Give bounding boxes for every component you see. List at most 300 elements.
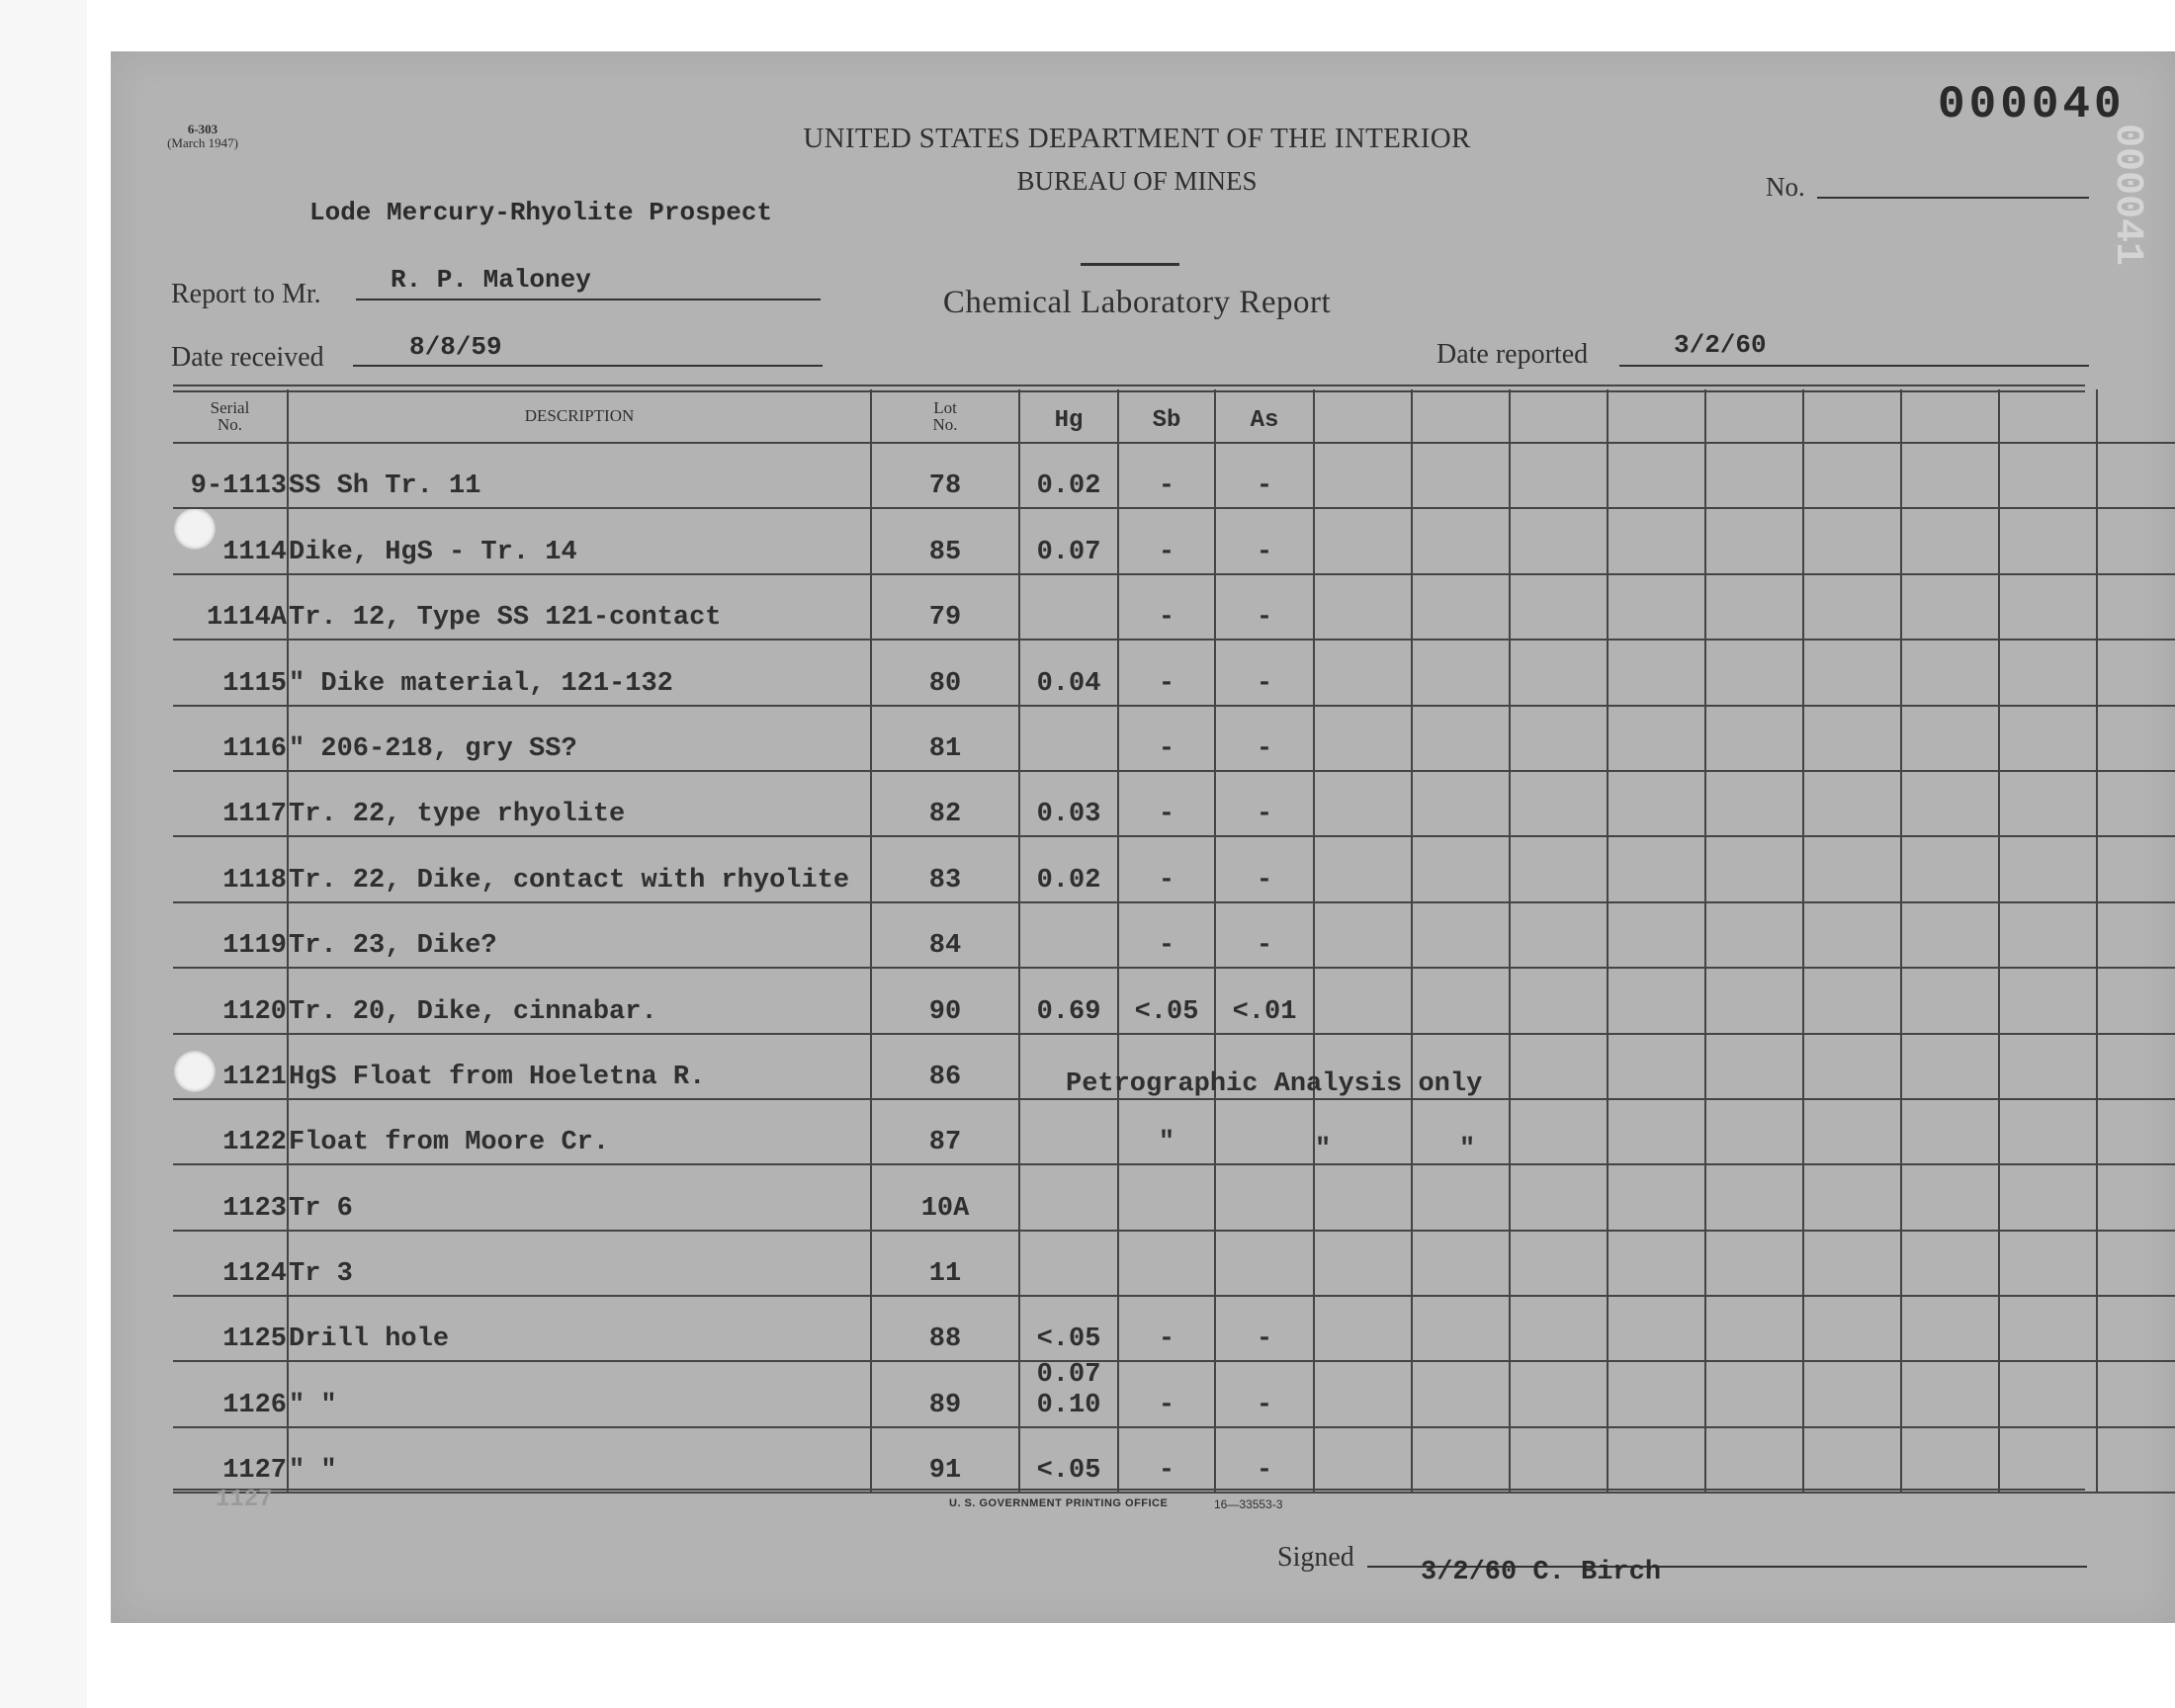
- description-cell: Tr. 20, Dike, cinnabar.: [288, 968, 871, 1033]
- hg-value: 0.07: [1036, 537, 1101, 567]
- table-header-row: [173, 389, 2175, 443]
- hg-cell: [1019, 1361, 1118, 1426]
- as-cell: [1215, 1231, 1314, 1296]
- blank-cell: [1705, 902, 1803, 968]
- blank-cell: [1412, 902, 1510, 968]
- description-cell: Float from Moore Cr.: [288, 1099, 871, 1164]
- hg-cell: [1019, 902, 1118, 968]
- table-row: [173, 902, 2175, 968]
- lot-header: [871, 389, 1019, 443]
- description-cell: Tr 6: [288, 1164, 871, 1230]
- hg-value: 0.04: [1036, 668, 1101, 699]
- hg-value: 0.02: [1036, 471, 1101, 502]
- sb-cell: -: [1118, 1427, 1215, 1493]
- blank-cell: [1608, 1034, 1705, 1099]
- blank-cell: [1510, 706, 1608, 771]
- blank-cell: [1999, 1231, 2097, 1296]
- lot-cell: 88: [871, 1296, 1019, 1361]
- as-cell: -: [1215, 443, 1314, 508]
- blank-cell: [1901, 1427, 1999, 1493]
- blank-cell: [2097, 1361, 2175, 1426]
- blank-cell: [2097, 1296, 2175, 1361]
- description-cell: Drill hole: [288, 1296, 871, 1361]
- hg-cell: [1019, 968, 1118, 1033]
- blank-cell: [1803, 836, 1901, 901]
- signed-label: Signed: [1277, 1542, 1354, 1573]
- blank-cell: [1608, 1099, 1705, 1164]
- sb-cell: -: [1118, 640, 1215, 705]
- serial-cell: 1116: [173, 706, 288, 771]
- bureau-heading: BUREAU OF MINES: [1016, 166, 1258, 196]
- blank-cell: [1999, 902, 2097, 968]
- description-cell: HgS Float from Hoeletna R.: [288, 1034, 871, 1099]
- blank-cell: [1901, 1231, 1999, 1296]
- blank-cell: [1314, 1296, 1412, 1361]
- blank-cell: [1901, 640, 1999, 705]
- description-header: DESCRIPTION: [288, 389, 871, 443]
- blank-cell: [1901, 902, 1999, 968]
- blank-cell: [1510, 1296, 1608, 1361]
- printing-code: 16—33553-3: [1214, 1497, 1283, 1511]
- blank-cell: [1314, 443, 1412, 508]
- blank-cell: [1901, 1164, 1999, 1230]
- serial-header: [173, 389, 288, 443]
- as-cell: <.01: [1215, 968, 1314, 1033]
- blank-cell: [1510, 1231, 1608, 1296]
- blank-cell: [1608, 902, 1705, 968]
- description-cell: Dike, HgS - Tr. 14: [288, 508, 871, 573]
- blank-cell: [1803, 1034, 1901, 1099]
- blank-cell: [1705, 836, 1803, 901]
- blank-cell: [1412, 836, 1510, 901]
- sb-cell: <.05: [1118, 968, 1215, 1033]
- sb-cell: -: [1118, 1361, 1215, 1426]
- blank-cell: [1608, 508, 1705, 573]
- project-name: Lode Mercury-Rhyolite Prospect: [309, 198, 773, 227]
- hg-value: 0.69: [1036, 996, 1101, 1027]
- blank-cell: [1803, 771, 1901, 836]
- as-cell: -: [1215, 1427, 1314, 1493]
- blank-cell: [1412, 1296, 1510, 1361]
- as-cell: -: [1215, 836, 1314, 901]
- blank-cell: [1608, 836, 1705, 901]
- blank-cell: [1412, 443, 1510, 508]
- blank-cell: [1705, 1231, 1803, 1296]
- description-cell: Tr. 22, type rhyolite: [288, 771, 871, 836]
- signed-value: 3/2/60 C. Birch: [1421, 1558, 1662, 1587]
- blank-cell: [1705, 968, 1803, 1033]
- blank-header: [1705, 389, 1803, 443]
- blank-cell: [1608, 771, 1705, 836]
- blank-cell: [1803, 1099, 1901, 1164]
- report-to-label: Report to Mr.: [171, 279, 321, 309]
- description-cell: Tr 3: [288, 1231, 871, 1296]
- blank-cell: [1803, 968, 1901, 1033]
- blank-cell: [1412, 574, 1510, 640]
- blank-cell: [1803, 640, 1901, 705]
- form-code: [143, 123, 262, 150]
- blank-cell: [1314, 574, 1412, 640]
- no-label: No.: [1766, 172, 1805, 202]
- blank-cell: [1608, 1361, 1705, 1426]
- blank-header: [1803, 389, 1901, 443]
- as-cell: [1215, 1099, 1314, 1164]
- blank-header: [1412, 389, 1510, 443]
- table-row: [173, 771, 2175, 836]
- blank-cell: [1705, 574, 1803, 640]
- blank-cell: [1705, 706, 1803, 771]
- blank-cell: [1901, 968, 1999, 1033]
- blank-cell: [1705, 1427, 1803, 1493]
- serial-header-line2: No.: [217, 414, 243, 434]
- printing-office: U. S. GOVERNMENT PRINTING OFFICE: [949, 1497, 1169, 1509]
- table-row: [173, 1361, 2175, 1426]
- description-cell: " 206-218, gry SS?: [288, 706, 871, 771]
- lot-cell: 79: [871, 574, 1019, 640]
- description-cell: " Dike material, 121-132: [288, 640, 871, 705]
- lot-cell: 91: [871, 1427, 1019, 1493]
- blank-cell: [2097, 1164, 2175, 1230]
- blank-cell: [1705, 1099, 1803, 1164]
- table-row: [173, 1427, 2175, 1493]
- blank-header: [2097, 389, 2175, 443]
- as-cell: -: [1215, 902, 1314, 968]
- sb-cell: [1118, 1164, 1215, 1230]
- blank-cell: [1803, 1296, 1901, 1361]
- table-row: [173, 1164, 2175, 1230]
- blank-cell: [2097, 640, 2175, 705]
- table-bottom-rule: [173, 1489, 2085, 1491]
- blank-cell: [1510, 1427, 1608, 1493]
- lot-cell: 87: [871, 1099, 1019, 1164]
- blank-header: [1901, 389, 1999, 443]
- blank-cell: [1412, 1361, 1510, 1426]
- blank-cell: [2097, 1427, 2175, 1493]
- hg-cell: [1019, 771, 1118, 836]
- blank-cell: [1999, 640, 2097, 705]
- blank-cell: [1412, 1427, 1510, 1493]
- blank-header: [1608, 389, 1705, 443]
- blank-cell: [1608, 1296, 1705, 1361]
- blank-cell: [2097, 1034, 2175, 1099]
- blank-cell: [1608, 574, 1705, 640]
- lot-cell: 86: [871, 1034, 1019, 1099]
- hg-value: <.05: [1036, 1324, 1101, 1355]
- as-cell: -: [1215, 1296, 1314, 1361]
- date-received-line: [353, 365, 823, 367]
- blank-cell: [1510, 1361, 1608, 1426]
- date-reported-label: Date reported: [1436, 339, 1589, 370]
- ditto-mark: ": [1459, 1135, 1476, 1164]
- blank-cell: [1803, 1427, 1901, 1493]
- blank-cell: [1705, 1361, 1803, 1426]
- blank-cell: [1999, 1427, 2097, 1493]
- date-reported-line: [1619, 365, 2089, 367]
- blank-cell: [1412, 508, 1510, 573]
- blank-cell: [1510, 574, 1608, 640]
- blank-cell: [1510, 1034, 1608, 1099]
- sb-cell: -: [1118, 771, 1215, 836]
- sb-cell: -: [1118, 508, 1215, 573]
- blank-cell: [1803, 508, 1901, 573]
- blank-cell: [1412, 968, 1510, 1033]
- blank-cell: [1901, 706, 1999, 771]
- lot-cell: 10A: [871, 1164, 1019, 1230]
- description-cell: Tr. 23, Dike?: [288, 902, 871, 968]
- blank-cell: [1412, 640, 1510, 705]
- hg-header: Hg: [1019, 389, 1118, 443]
- hg-cell: [1019, 1427, 1118, 1493]
- lot-cell: 81: [871, 706, 1019, 771]
- lot-cell: 85: [871, 508, 1019, 573]
- sb-cell: -: [1118, 443, 1215, 508]
- lot-cell: 90: [871, 968, 1019, 1033]
- serial-cell: 1115: [173, 640, 288, 705]
- hg-value: 0.10: [1036, 1390, 1101, 1420]
- sb-cell: -: [1118, 574, 1215, 640]
- serial-cell: 9-1113: [173, 443, 288, 508]
- sb-cell: -: [1118, 836, 1215, 901]
- hg-cell: [1019, 1231, 1118, 1296]
- sb-cell: -: [1118, 902, 1215, 968]
- table-row: [173, 1099, 2175, 1164]
- blank-cell: [1705, 771, 1803, 836]
- blank-cell: [1510, 771, 1608, 836]
- serial-cell: 1127: [173, 1427, 288, 1493]
- blank-cell: [1314, 968, 1412, 1033]
- blank-cell: [1705, 508, 1803, 573]
- ditto-mark: ": [1315, 1135, 1332, 1164]
- lot-cell: 84: [871, 902, 1019, 968]
- blank-cell: [1412, 706, 1510, 771]
- lot-cell: 80: [871, 640, 1019, 705]
- blank-cell: [1999, 508, 2097, 573]
- blank-cell: [2097, 443, 2175, 508]
- date-reported-value: 3/2/60: [1674, 330, 1767, 360]
- hg-cell: [1019, 508, 1118, 573]
- hg-cell: [1019, 1099, 1118, 1164]
- blank-cell: [2097, 706, 2175, 771]
- department-heading: UNITED STATES DEPARTMENT OF THE INTERIOR: [803, 123, 1471, 154]
- blank-cell: [1999, 1361, 2097, 1426]
- blank-cell: [1705, 1296, 1803, 1361]
- description-cell: Tr. 22, Dike, contact with rhyolite: [288, 836, 871, 901]
- heading-divider: [1081, 263, 1179, 266]
- blank-cell: [1510, 640, 1608, 705]
- blank-cell: [1510, 902, 1608, 968]
- lot-header-line2: No.: [932, 414, 958, 434]
- date-received-value: 8/8/59: [409, 332, 502, 362]
- blank-cell: [1999, 574, 2097, 640]
- hg-cell: [1019, 836, 1118, 901]
- as-cell: -: [1215, 771, 1314, 836]
- blank-cell: [1705, 443, 1803, 508]
- blank-cell: [1803, 1231, 1901, 1296]
- blank-cell: [1510, 443, 1608, 508]
- faint-serial-note: 1127: [216, 1487, 273, 1513]
- blank-cell: [1314, 1164, 1412, 1230]
- blank-cell: [2097, 836, 2175, 901]
- blank-cell: [1705, 640, 1803, 705]
- no-field-line: [1817, 197, 2089, 199]
- blank-cell: [1510, 836, 1608, 901]
- form-edition: (March 1947): [167, 135, 238, 150]
- serial-cell: 1114A: [173, 574, 288, 640]
- blank-cell: [1510, 508, 1608, 573]
- table-row: [173, 1296, 2175, 1361]
- blank-cell: [1705, 1164, 1803, 1230]
- serial-header-line1: Serial: [210, 397, 250, 417]
- serial-cell: 1114: [173, 508, 288, 573]
- blank-cell: [1608, 1231, 1705, 1296]
- serial-cell: 1123: [173, 1164, 288, 1230]
- serial-cell: 1121: [173, 1034, 288, 1099]
- blank-cell: [1901, 1296, 1999, 1361]
- serial-cell: 1124: [173, 1231, 288, 1296]
- blank-cell: [1999, 836, 2097, 901]
- date-received-label: Date received: [171, 342, 324, 373]
- lot-cell: 89: [871, 1361, 1019, 1426]
- hg-cell: [1019, 706, 1118, 771]
- sb-cell: -: [1118, 1296, 1215, 1361]
- serial-cell: 1122: [173, 1099, 288, 1164]
- blank-cell: [1608, 1427, 1705, 1493]
- blank-cell: [1412, 1231, 1510, 1296]
- hg-cell: [1019, 1164, 1118, 1230]
- hg-cell: [1019, 574, 1118, 640]
- blank-cell: [1999, 968, 2097, 1033]
- table-row: [173, 574, 2175, 640]
- blank-cell: [1314, 1231, 1412, 1296]
- serial-cell: 1125: [173, 1296, 288, 1361]
- blank-cell: [1314, 1427, 1412, 1493]
- scan-margin: [0, 0, 87, 1708]
- blank-cell: [1999, 1034, 2097, 1099]
- sb-header: Sb: [1118, 389, 1215, 443]
- blank-cell: [1999, 1296, 2097, 1361]
- lot-cell: 83: [871, 836, 1019, 901]
- serial-cell: 1126: [173, 1361, 288, 1426]
- blank-cell: [1901, 443, 1999, 508]
- description-cell: " ": [288, 1361, 871, 1426]
- blank-cell: [2097, 968, 2175, 1033]
- blank-cell: [1314, 836, 1412, 901]
- table-row: [173, 1231, 2175, 1296]
- lot-cell: 11: [871, 1231, 1019, 1296]
- blank-cell: [1412, 771, 1510, 836]
- form-code-number: 6-303: [187, 122, 218, 136]
- report-to-line: [356, 299, 821, 300]
- blank-cell: [1803, 1164, 1901, 1230]
- blank-cell: [1901, 836, 1999, 901]
- blank-cell: [1608, 1164, 1705, 1230]
- serial-cell: 1117: [173, 771, 288, 836]
- blank-cell: [1412, 1164, 1510, 1230]
- as-cell: -: [1215, 508, 1314, 573]
- blank-cell: [2097, 1231, 2175, 1296]
- blank-cell: [1901, 1034, 1999, 1099]
- lot-cell: 82: [871, 771, 1019, 836]
- blank-cell: [1314, 1361, 1412, 1426]
- blank-cell: [1314, 706, 1412, 771]
- blank-cell: [1901, 1099, 1999, 1164]
- hg-upper-value: 0.07: [1036, 1360, 1101, 1391]
- blank-header: [1314, 389, 1412, 443]
- hg-cell: [1019, 640, 1118, 705]
- as-header: As: [1215, 389, 1314, 443]
- document-number: 000040: [1938, 79, 2126, 130]
- blank-cell: [1803, 443, 1901, 508]
- as-cell: -: [1215, 706, 1314, 771]
- blank-cell: [2097, 1099, 2175, 1164]
- blank-cell: [1608, 706, 1705, 771]
- blank-cell: [1901, 574, 1999, 640]
- description-cell: Tr. 12, Type SS 121-contact: [288, 574, 871, 640]
- table-row: [173, 640, 2175, 705]
- blank-cell: [2097, 771, 2175, 836]
- blank-cell: [1608, 443, 1705, 508]
- blank-cell: [1608, 640, 1705, 705]
- blank-cell: [1999, 443, 2097, 508]
- blank-cell: [1803, 574, 1901, 640]
- blank-cell: [1999, 1099, 2097, 1164]
- table-top-rule: [173, 384, 2085, 386]
- description-cell: " ": [288, 1427, 871, 1493]
- blank-cell: [1803, 902, 1901, 968]
- serial-cell: 1120: [173, 968, 288, 1033]
- as-cell: -: [1215, 1361, 1314, 1426]
- sb-cell: -: [1118, 706, 1215, 771]
- blank-cell: [1314, 508, 1412, 573]
- hg-cell: [1019, 1296, 1118, 1361]
- blank-cell: [1510, 1099, 1608, 1164]
- blank-cell: [2097, 508, 2175, 573]
- hg-value: 0.02: [1036, 865, 1101, 896]
- blank-cell: [2097, 902, 2175, 968]
- as-cell: -: [1215, 640, 1314, 705]
- table-row: [173, 706, 2175, 771]
- description-cell: SS Sh Tr. 11: [288, 443, 871, 508]
- results-table: [173, 389, 2175, 1494]
- table-row: [173, 968, 2175, 1033]
- blank-cell: [1803, 1361, 1901, 1426]
- hg-value: <.05: [1036, 1456, 1101, 1487]
- blank-header: [1510, 389, 1608, 443]
- sb-cell: [1118, 1231, 1215, 1296]
- blank-cell: [1314, 640, 1412, 705]
- blank-cell: [1999, 706, 2097, 771]
- report-to-value: R. P. Maloney: [391, 265, 591, 295]
- table-row: [173, 836, 2175, 901]
- blank-cell: [1608, 968, 1705, 1033]
- blank-cell: [1999, 1164, 2097, 1230]
- blank-cell: [1901, 1361, 1999, 1426]
- hg-cell: [1019, 443, 1118, 508]
- lot-header-line1: Lot: [933, 397, 957, 417]
- blank-cell: [1510, 1164, 1608, 1230]
- blank-cell: [1901, 771, 1999, 836]
- blank-cell: [1314, 902, 1412, 968]
- table-row: [173, 508, 2175, 573]
- blank-header: [1999, 389, 2097, 443]
- table-row: [173, 443, 2175, 508]
- blank-cell: [1705, 1034, 1803, 1099]
- sb-cell: ": [1118, 1099, 1215, 1164]
- blank-cell: [1901, 508, 1999, 573]
- blank-cell: [1314, 771, 1412, 836]
- blank-cell: [2097, 574, 2175, 640]
- blank-cell: [1510, 968, 1608, 1033]
